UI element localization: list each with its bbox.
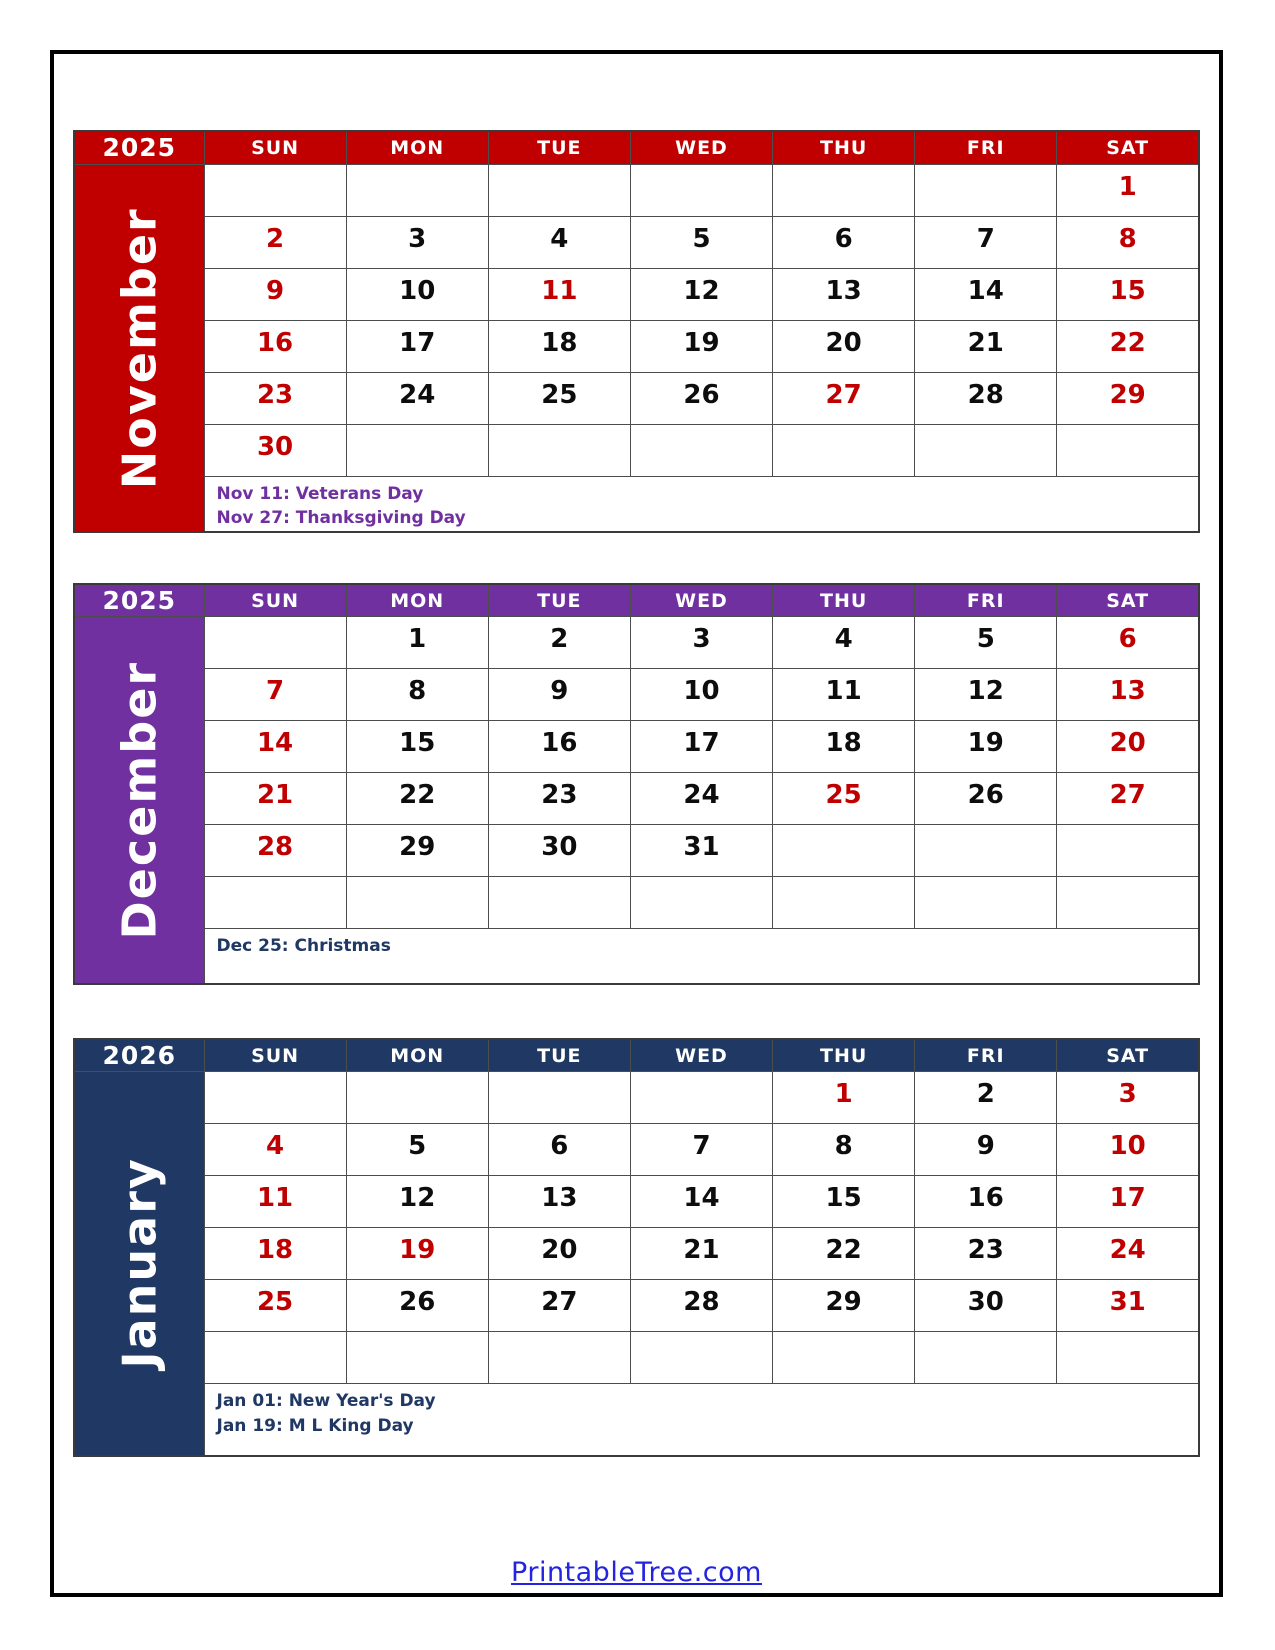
day-header-thu: THU: [773, 131, 915, 164]
date-dec-11: 11: [773, 669, 915, 721]
date-jan-27: 27: [488, 1280, 630, 1332]
calendar-header-row: [74, 131, 1199, 164]
calendar-header-row: [74, 1039, 1199, 1072]
date-nov-19: 19: [630, 320, 772, 372]
empty-date-cell: [915, 164, 1057, 216]
empty-date-cell: [204, 877, 346, 929]
date-nov-23: 23: [204, 372, 346, 424]
year-label-nov: 2025: [74, 131, 204, 164]
day-header-sat: SAT: [1057, 584, 1199, 617]
empty-date-cell: [773, 1332, 915, 1384]
year-label-dec: 2025: [74, 584, 204, 617]
month-block-january: [73, 1038, 1219, 1457]
date-nov-17: 17: [346, 320, 488, 372]
empty-date-cell: [915, 825, 1057, 877]
date-jan-6: 6: [488, 1124, 630, 1176]
date-jan-15: 15: [773, 1176, 915, 1228]
empty-date-cell: [346, 424, 488, 476]
empty-date-cell: [488, 164, 630, 216]
date-dec-12: 12: [915, 669, 1057, 721]
day-header-sat: SAT: [1057, 131, 1199, 164]
day-header-sun: SUN: [204, 131, 346, 164]
holiday-notes-jan: [204, 1384, 1199, 1456]
date-jan-25: 25: [204, 1280, 346, 1332]
date-jan-28: 28: [630, 1280, 772, 1332]
calendar-december-2025: [73, 583, 1200, 985]
date-nov-30: 30: [204, 424, 346, 476]
week-row: [74, 268, 1199, 320]
date-dec-20: 20: [1057, 721, 1199, 773]
week-row: [74, 1280, 1199, 1332]
holiday-note: Jan 01: New Year's Day: [216, 1391, 436, 1412]
date-nov-2: 2: [204, 216, 346, 268]
date-dec-9: 9: [488, 669, 630, 721]
holiday-row: [74, 476, 1199, 532]
date-nov-16: 16: [204, 320, 346, 372]
week-row: [74, 164, 1199, 216]
month-label-nov: [74, 164, 204, 532]
date-dec-1: 1: [346, 617, 488, 669]
empty-date-cell: [773, 825, 915, 877]
week-row: [74, 216, 1199, 268]
date-nov-21: 21: [915, 320, 1057, 372]
empty-date-cell: [630, 164, 772, 216]
date-jan-2: 2: [915, 1072, 1057, 1124]
date-jan-26: 26: [346, 1280, 488, 1332]
holiday-notes-nov: [204, 476, 1199, 532]
empty-date-cell: [630, 1072, 772, 1124]
date-jan-22: 22: [773, 1228, 915, 1280]
day-header-thu: THU: [773, 584, 915, 617]
empty-date-cell: [1057, 1332, 1199, 1384]
date-jan-1: 1: [773, 1072, 915, 1124]
week-row: [74, 372, 1199, 424]
date-jan-7: 7: [630, 1124, 772, 1176]
date-nov-25: 25: [488, 372, 630, 424]
day-header-tue: TUE: [488, 1039, 630, 1072]
date-dec-25: 25: [773, 773, 915, 825]
date-jan-8: 8: [773, 1124, 915, 1176]
date-nov-1: 1: [1057, 164, 1199, 216]
date-jan-5: 5: [346, 1124, 488, 1176]
date-jan-11: 11: [204, 1176, 346, 1228]
week-row: [74, 1176, 1199, 1228]
day-header-sat: SAT: [1057, 1039, 1199, 1072]
date-dec-15: 15: [346, 721, 488, 773]
date-dec-4: 4: [773, 617, 915, 669]
date-jan-31: 31: [1057, 1280, 1199, 1332]
date-dec-29: 29: [346, 825, 488, 877]
calendar-january-2026: [73, 1038, 1200, 1457]
date-nov-3: 3: [346, 216, 488, 268]
holiday-row: [74, 929, 1199, 984]
month-label-dec: [74, 617, 204, 984]
date-dec-24: 24: [630, 773, 772, 825]
date-dec-6: 6: [1057, 617, 1199, 669]
holiday-note: Nov 27: Thanksgiving Day: [216, 508, 466, 529]
day-header-wed: WED: [630, 584, 772, 617]
date-jan-14: 14: [630, 1176, 772, 1228]
date-dec-28: 28: [204, 825, 346, 877]
date-jan-4: 4: [204, 1124, 346, 1176]
day-header-mon: MON: [346, 1039, 488, 1072]
week-row: [74, 424, 1199, 476]
date-nov-24: 24: [346, 372, 488, 424]
date-jan-30: 30: [915, 1280, 1057, 1332]
month-label-jan: [74, 1072, 204, 1456]
day-header-fri: FRI: [915, 131, 1057, 164]
date-dec-14: 14: [204, 721, 346, 773]
week-row: [74, 721, 1199, 773]
date-nov-13: 13: [773, 268, 915, 320]
date-nov-7: 7: [915, 216, 1057, 268]
day-header-fri: FRI: [915, 584, 1057, 617]
week-row: [74, 773, 1199, 825]
empty-date-cell: [204, 164, 346, 216]
date-dec-21: 21: [204, 773, 346, 825]
calendar-header-row: [74, 584, 1199, 617]
date-jan-19: 19: [346, 1228, 488, 1280]
date-nov-5: 5: [630, 216, 772, 268]
day-header-tue: TUE: [488, 131, 630, 164]
date-dec-13: 13: [1057, 669, 1199, 721]
empty-date-cell: [1057, 424, 1199, 476]
empty-date-cell: [204, 617, 346, 669]
date-dec-3: 3: [630, 617, 772, 669]
date-jan-29: 29: [773, 1280, 915, 1332]
month-block-december: [73, 583, 1219, 985]
date-dec-10: 10: [630, 669, 772, 721]
date-dec-22: 22: [346, 773, 488, 825]
date-nov-28: 28: [915, 372, 1057, 424]
date-jan-21: 21: [630, 1228, 772, 1280]
date-nov-4: 4: [488, 216, 630, 268]
empty-date-cell: [630, 877, 772, 929]
empty-date-cell: [630, 424, 772, 476]
empty-date-cell: [346, 1072, 488, 1124]
empty-date-cell: [488, 424, 630, 476]
date-dec-23: 23: [488, 773, 630, 825]
date-jan-17: 17: [1057, 1176, 1199, 1228]
empty-date-cell: [773, 877, 915, 929]
date-jan-13: 13: [488, 1176, 630, 1228]
date-dec-17: 17: [630, 721, 772, 773]
date-dec-18: 18: [773, 721, 915, 773]
month-label-text: January: [112, 1157, 167, 1370]
calendar-november-2025: [73, 130, 1200, 533]
day-header-wed: WED: [630, 1039, 772, 1072]
date-dec-5: 5: [915, 617, 1057, 669]
month-label-text: December: [112, 660, 167, 940]
date-jan-18: 18: [204, 1228, 346, 1280]
day-header-mon: MON: [346, 131, 488, 164]
empty-date-cell: [1057, 825, 1199, 877]
date-jan-23: 23: [915, 1228, 1057, 1280]
empty-date-cell: [773, 424, 915, 476]
date-dec-19: 19: [915, 721, 1057, 773]
day-header-sun: SUN: [204, 1039, 346, 1072]
week-row: [74, 617, 1199, 669]
date-nov-11: 11: [488, 268, 630, 320]
day-header-thu: THU: [773, 1039, 915, 1072]
date-nov-10: 10: [346, 268, 488, 320]
empty-date-cell: [346, 164, 488, 216]
month-label-text: November: [112, 206, 167, 489]
day-header-tue: TUE: [488, 584, 630, 617]
day-header-wed: WED: [630, 131, 772, 164]
empty-date-cell: [346, 1332, 488, 1384]
empty-date-cell: [773, 164, 915, 216]
month-block-november: [73, 130, 1219, 533]
week-row: [74, 877, 1199, 929]
date-jan-20: 20: [488, 1228, 630, 1280]
date-jan-24: 24: [1057, 1228, 1199, 1280]
empty-date-cell: [488, 1072, 630, 1124]
date-nov-9: 9: [204, 268, 346, 320]
empty-date-cell: [630, 1332, 772, 1384]
holiday-notes-dec: [204, 929, 1199, 984]
empty-date-cell: [204, 1072, 346, 1124]
week-row: [74, 669, 1199, 721]
empty-date-cell: [915, 424, 1057, 476]
date-dec-30: 30: [488, 825, 630, 877]
date-dec-31: 31: [630, 825, 772, 877]
date-nov-22: 22: [1057, 320, 1199, 372]
date-jan-16: 16: [915, 1176, 1057, 1228]
date-nov-8: 8: [1057, 216, 1199, 268]
day-header-mon: MON: [346, 584, 488, 617]
date-jan-12: 12: [346, 1176, 488, 1228]
week-row: [74, 1072, 1199, 1124]
page-border-frame: [50, 50, 1223, 1597]
date-jan-10: 10: [1057, 1124, 1199, 1176]
date-jan-3: 3: [1057, 1072, 1199, 1124]
date-nov-14: 14: [915, 268, 1057, 320]
date-dec-26: 26: [915, 773, 1057, 825]
date-nov-15: 15: [1057, 268, 1199, 320]
week-row: [74, 320, 1199, 372]
year-label-jan: 2026: [74, 1039, 204, 1072]
date-nov-6: 6: [773, 216, 915, 268]
footer-link[interactable]: PrintableTree.com: [511, 1556, 762, 1588]
empty-date-cell: [204, 1332, 346, 1384]
holiday-note: Nov 11: Veterans Day: [216, 483, 424, 504]
week-row: [74, 1228, 1199, 1280]
date-dec-2: 2: [488, 617, 630, 669]
date-dec-16: 16: [488, 721, 630, 773]
date-nov-27: 27: [773, 372, 915, 424]
empty-date-cell: [915, 1332, 1057, 1384]
date-nov-26: 26: [630, 372, 772, 424]
empty-date-cell: [915, 877, 1057, 929]
date-nov-29: 29: [1057, 372, 1199, 424]
holiday-row: [74, 1384, 1199, 1456]
footer: [54, 1557, 1219, 1588]
date-dec-27: 27: [1057, 773, 1199, 825]
week-row: [74, 1332, 1199, 1384]
day-header-sun: SUN: [204, 584, 346, 617]
empty-date-cell: [488, 1332, 630, 1384]
week-row: [74, 825, 1199, 877]
date-dec-8: 8: [346, 669, 488, 721]
empty-date-cell: [488, 877, 630, 929]
date-nov-12: 12: [630, 268, 772, 320]
holiday-note: Dec 25: Christmas: [216, 936, 391, 957]
date-jan-9: 9: [915, 1124, 1057, 1176]
empty-date-cell: [346, 877, 488, 929]
day-header-fri: FRI: [915, 1039, 1057, 1072]
holiday-note: Jan 19: M L King Day: [216, 1415, 414, 1436]
date-dec-7: 7: [204, 669, 346, 721]
empty-date-cell: [1057, 877, 1199, 929]
date-nov-20: 20: [773, 320, 915, 372]
date-nov-18: 18: [488, 320, 630, 372]
week-row: [74, 1124, 1199, 1176]
